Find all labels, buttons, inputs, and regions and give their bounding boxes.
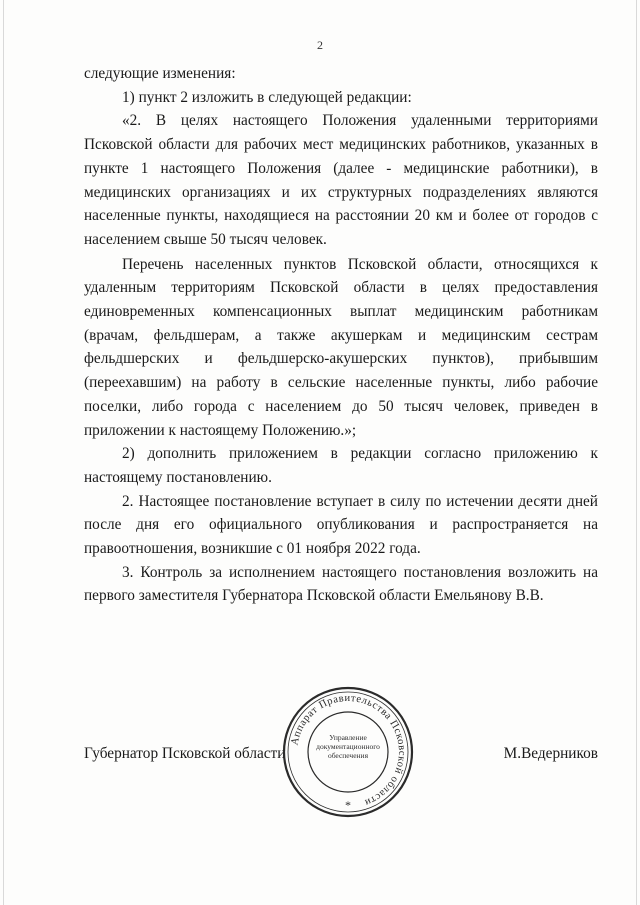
- stamp-center-text: Управление документационного обеспечения: [316, 733, 380, 760]
- signatory-position: Губернатор Псковской области: [84, 745, 286, 762]
- paragraph-settlements-list: Перечень населенных пунктов Псковской области, относящихся к удаленным территориям Псковской области в целях предоставления единовременных компенсационных выплат медицинским работникам (врачам, фельдшерам, а также акушеркам и медицинским сестрам фельдшерских и фельдшерско-акушерских пунктов), прибывшим (переехавшим) на работу в сельские населенные пункты, либо рабочие поселки, либо города с населением до 50 тысяч человек, приведен в приложении к настоящему Положению.»;: [84, 255, 598, 439]
- paragraph-control: 3. Контроль за исполнением настоящего постановления возложить на первого заместителя Губернатора Псковской области Емельянову В.В.: [84, 563, 598, 605]
- paragraph-quote-point-2: «2. В целях настоящего Положения удаленными территориями Псковской области для рабочих мест медицинских работников, указанных в пункте 1 настоящего Положения (далее - медицинские работники), в медицинских организациях и их структурных подразделениях являются населенные пункты, находящиеся на расстоянии 20 км и более от городов с населением свыше 50 тысяч человек.: [84, 112, 598, 248]
- signatory-name: М.Ведерников: [503, 745, 598, 762]
- paragraph-effective-date: 2. Настоящее постановление вступает в силу по истечении десяти дней после дня его официального опубликования и распространяется на правоотношения, возникшие с 01 ноября 2022 года.: [84, 492, 598, 558]
- stamp-star: *: [345, 798, 351, 812]
- scan-edge-right: [636, 0, 637, 905]
- stamp-center: [312, 733, 384, 769]
- paragraph-intro: следующие изменения:: [84, 65, 236, 82]
- stamp-ring-text: Аппарат Правительства Псковской области: [289, 692, 408, 809]
- paragraph-item-1: 1) пункт 2 изложить в следующей редакции:: [122, 88, 412, 106]
- page-number: 2: [317, 38, 323, 52]
- scan-edge-left: [3, 0, 4, 905]
- paragraph-item-2: 2) дополнить приложением в редакции согласно приложению к настоящему постановлению.: [84, 445, 598, 486]
- document-body: [84, 62, 598, 608]
- official-stamp: [281, 685, 415, 819]
